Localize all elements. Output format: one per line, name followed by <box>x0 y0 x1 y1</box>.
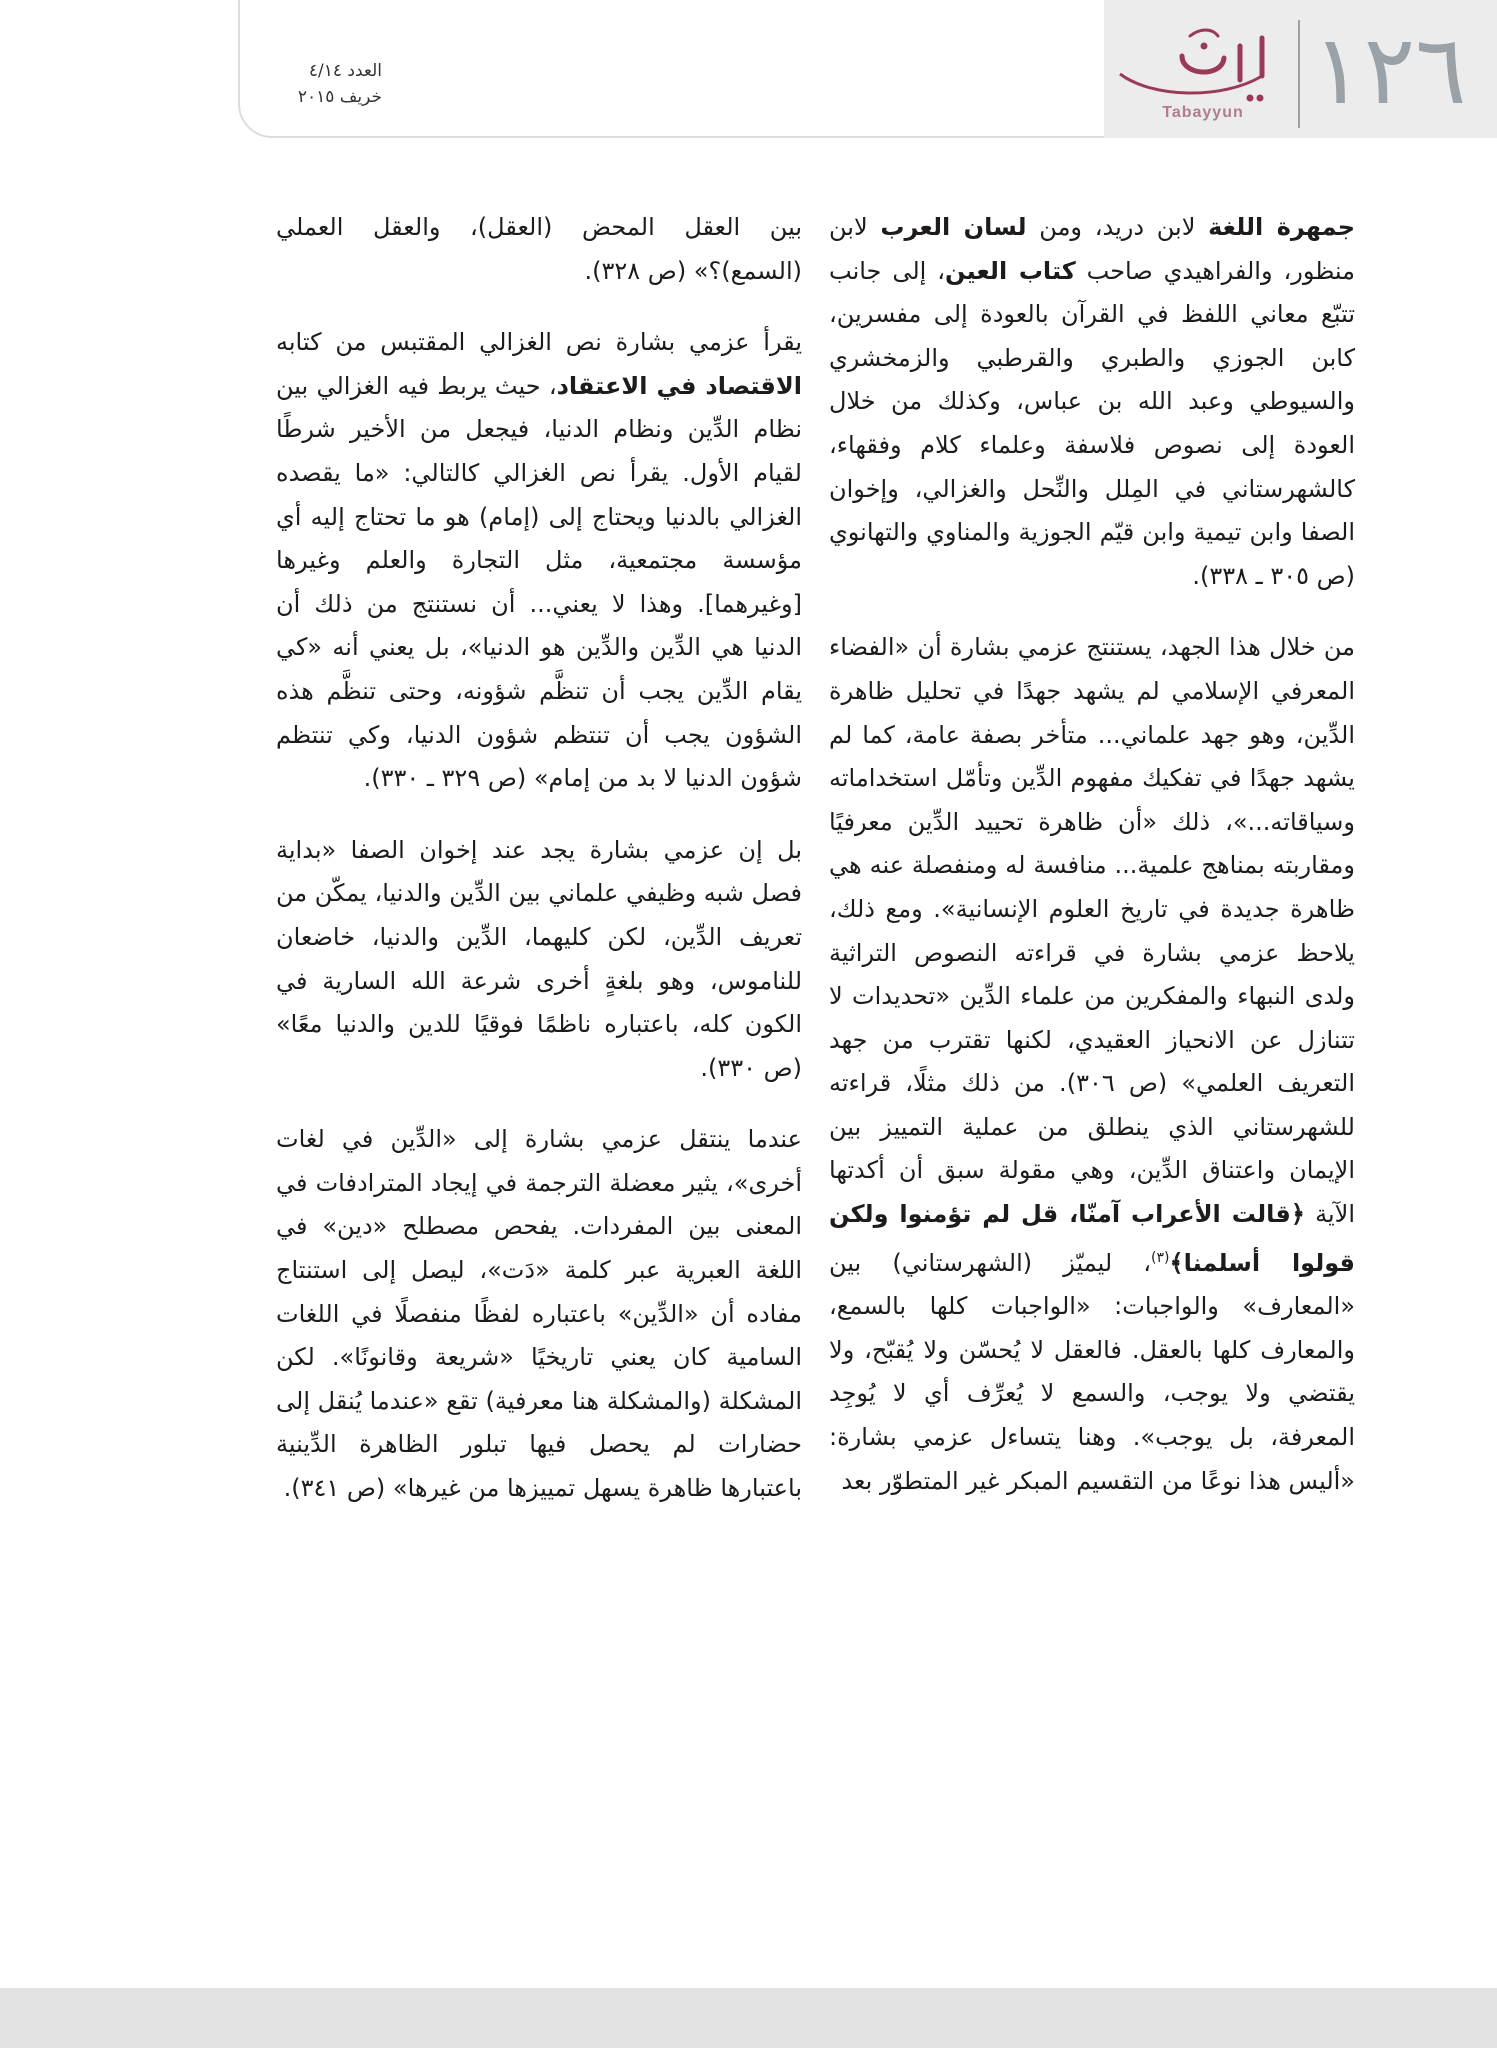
paragraph <box>829 206 1355 598</box>
footnote-marker[interactable]: (٣) <box>1151 1249 1170 1266</box>
issue-info <box>262 58 382 110</box>
text-run: ، حيث يربط فيه الغزالي بين نظام الدِّين ونظام الدنيا، فيجعل من الأخير شرطًا لقيام الأول. يقرأ نص الغزالي كالتالي: «ما يقصده الغزالي بالدنيا ويحتاج إلى (إمام) هو ما تحتاج إليه أي مؤسسة مجتمعية، مثل التجارة والعلم وغيرها [وغيرهما]. وهذا لا يعني... أن نستنتج من ذلك أن الدنيا هي الدِّين والدِّين هو الدنيا»، بل يعني أنه «كي يقام الدِّين يجب أن تنظَّم شؤونه، وحتى تنظَّم هذه الشؤون يجب أن تنتظم شؤون الدنيا، وكي تنتظم شؤون الدنيا لا بد من إمام» (ص ٣٢٩ ـ ٣٣٠). <box>276 371 802 793</box>
issue-number: العدد ٤/١٤ <box>308 61 382 81</box>
text-run: ، إلى جانب تتبّع معاني اللفظ في القرآن بالعودة إلى مفسرين، كابن الجوزي والطبري والقرطبي والزمخشري والسيوطي وعبد الله بن عباس، وكذلك من خلال العودة إلى نصوص فلاسفة وعلماء كلام وفقهاء، كالشهرستاني في المِلل والنِّحل والغزالي، وإخوان الصفا وابن تيمية وابن قيّم الجوزية والمناوي والتهانوي (ص ٣٠٥ ـ ٣٣٨). <box>829 256 1355 590</box>
tabayyun-logo <box>1112 16 1292 130</box>
paragraph: عندما ينتقل عزمي بشارة إلى «الدِّين في لغات أخرى»، يثير معضلة الترجمة في إيجاد المترادفات في المعنى بين المفردات. يفحص مصطلح «دين» في اللغة العبرية عبر كلمة «دَت»، ليصل إلى استنتاج مفاده أن «الدِّين» باعتباره لفظًا منفصلًا في اللغات السامية كان يعني تاريخيًا «شريعة وقانونًا». لكن المشكلة (والمشكلة هنا معرفية) تقع «عندما يُنقل إلى حضارات لم يحصل فيها تبلور الظاهرة الدِّينية باعتبارها ظاهرة يسهل تمييزها من غيرها» (ص ٣٤١). <box>276 1125 802 1503</box>
issue-season: خريف ٢٠١٥ <box>297 87 382 107</box>
quran-verse: ﴿قالت الأعراب آمنّا، قل لم تؤمنوا ولكن قولوا أسلمنا﴾ <box>829 1200 1355 1277</box>
text-run: يقرأ عزمي بشارة نص الغزالي المقتبس من كتابه <box>276 328 802 357</box>
right-column <box>829 206 1355 1531</box>
footer-band <box>0 1988 1497 2048</box>
book-title: الاقتصاد في الاعتقاد <box>556 371 802 400</box>
paragraph <box>276 321 802 801</box>
header-divider <box>1298 20 1300 128</box>
book-title: جمهرة اللغة <box>1208 213 1356 241</box>
tabayyun-logo-mark <box>1112 16 1292 106</box>
text-run: من خلال هذا الجهد، يستنتج عزمي بشارة أن «الفضاء المعرفي الإسلامي لم يشهد جهدًا في تحليل ظاهرة الدِّين، وهو جهد علماني... متأخر بصفة عامة، كما لم يشهد جهدًا في تفكيك مفهوم الدِّين وتأمّل استخداماته وسياقاته...»، ذلك «أن ظاهرة تحييد الدِّين معرفيًا ومقاربته بمناهج علمية... منافسة له ومنفصلة عنه هي ظاهرة جديدة في تاريخ العلوم الإنسانية». ومع ذلك، يلاحظ عزمي بشارة في قراءته النصوص التراثية ولدى النبهاء والمفكرين من علماء الدِّين «تحديدات لا تتنازل عن الانحياز العقيدي، لكنها تقترب من جهد التعريف العلمي» (ص ٣٠٦). من ذلك مثلًا، قراءته للشهرستاني الذي ينطلق من عملية التمييز بين الإيمان واعتناق الدِّين، وهي مقولة سبق أن أكدتها الآية <box>829 633 1356 1229</box>
book-title: كتاب العين <box>944 256 1076 285</box>
text-run: ، ليميّز (الشهرستاني) بين «المعارف» والواجبات: «الواجبات كلها بالسمع، والمعارف كلها بالعقل. فالعقل لا يُحسّن ولا يُقبّح، ولا يقتضي ولا يوجب، والسمع لا يُعرِّف أي لا يُوجِد المعرفة، بل يوجب». وهنا يتساءل عزمي بشارة: «أليس هذا نوعًا من التقسيم المبكر غير المتطوّر بعد <box>829 1248 1355 1495</box>
book-title: لسان العرب <box>880 213 1027 241</box>
paragraph: بل إن عزمي بشارة يجد عند إخوان الصفا «بداية فصل شبه وظيفي علماني بين الدِّين والدنيا، يمكّن من تعريف الدِّين، لكن كليهما، الدِّين والدنيا، خاضعان للناموس، وهو بلغةٍ أخرى شرعة الله السارية في الكون كله، باعتباره ناظمًا فوقيًا للدين والدنيا معًا» (ص ٣٣٠). <box>276 835 802 1082</box>
page-number: ١٢٦ <box>1312 14 1467 126</box>
logo-latin-text: Tabayyun <box>1162 104 1244 121</box>
paragraph <box>829 626 1355 1503</box>
text-run: لابن منظور، والفراهيدي صاحب <box>829 213 1355 285</box>
left-column <box>276 206 802 1539</box>
text-run: لابن دريد، ومن <box>1026 213 1209 241</box>
paragraph: بين العقل المحض (العقل)، والعقل العملي (السمع)؟» (ص ٣٢٨). <box>276 213 802 285</box>
